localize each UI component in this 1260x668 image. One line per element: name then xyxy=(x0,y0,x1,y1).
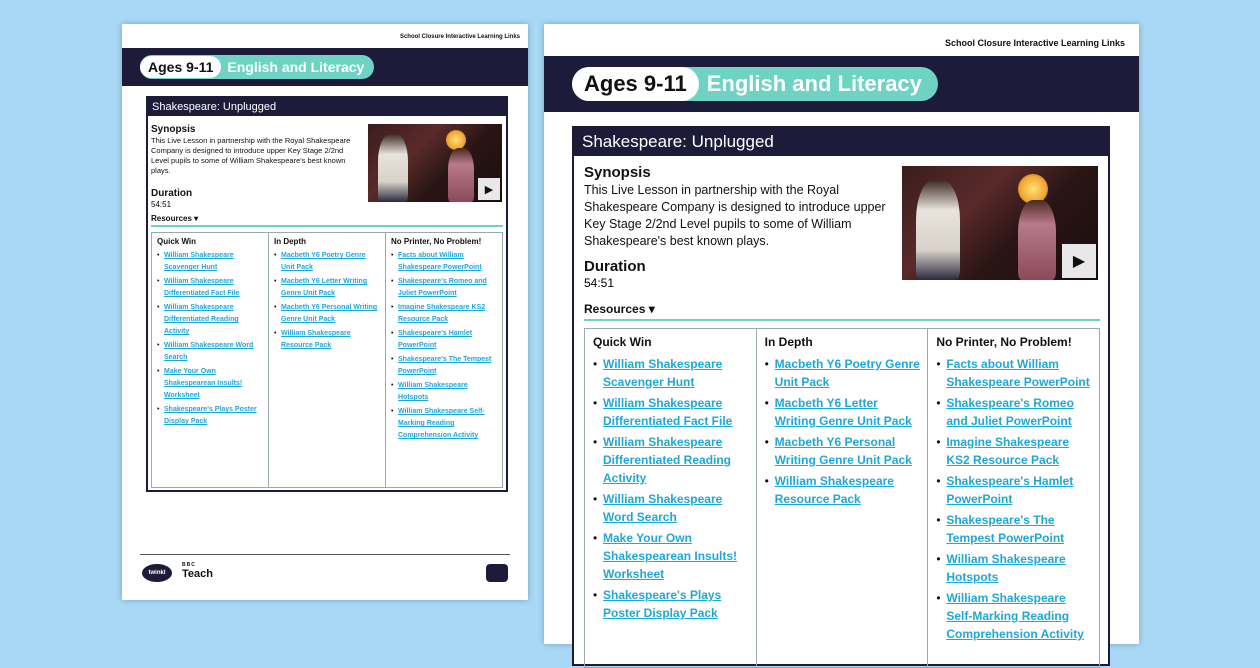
bbc-teach-logo xyxy=(182,562,213,580)
resource-link[interactable]: Shakespeare's Hamlet PowerPoint xyxy=(946,474,1074,506)
duration-value: 54:51 xyxy=(151,200,172,209)
resource-link[interactable]: William Shakespeare Self-Marking Reading Comprehension Activity xyxy=(946,591,1084,641)
synopsis-text: This Live Lesson in partnership with the Royal Shakespeare Company is designed to introduce upper Key Stage 2/2nd Level pupils to some of William Shakespeare's best known plays. xyxy=(151,136,351,175)
resource-link[interactable]: William Shakespeare Differentiated Fact File xyxy=(603,396,733,428)
list-item xyxy=(152,302,268,340)
resource-link[interactable]: Shakespeare's The Tempest PowerPoint xyxy=(398,356,492,375)
play-icon[interactable]: ▶ xyxy=(478,178,500,200)
list-item xyxy=(928,550,1099,589)
list-item xyxy=(585,490,756,529)
list-item xyxy=(928,511,1099,550)
list-item xyxy=(386,302,502,328)
resources-columns xyxy=(584,328,1100,668)
worksheet-preview-small xyxy=(122,24,528,600)
column-title: No Printer, No Problem! xyxy=(391,237,482,246)
column-in-depth xyxy=(757,329,929,667)
header-label: School Closure Interactive Learning Links xyxy=(399,34,520,40)
resource-link[interactable]: William Shakespeare Scavenger Hunt xyxy=(164,252,234,271)
list-item xyxy=(386,328,502,354)
worksheet-preview-large xyxy=(544,24,1139,644)
list-item xyxy=(928,589,1099,646)
header-label: School Closure Interactive Learning Links xyxy=(944,38,1125,48)
resource-link[interactable]: Shakespeare's Hamlet PowerPoint xyxy=(398,330,473,349)
resource-link[interactable]: William Shakespeare Differentiated Reading Activity xyxy=(164,304,239,335)
list-item xyxy=(928,433,1099,472)
list-item xyxy=(757,394,928,433)
actor-figure xyxy=(916,180,960,280)
column-quick-win xyxy=(585,329,757,667)
list-item xyxy=(269,276,385,302)
synopsis-heading: Synopsis xyxy=(584,164,651,181)
resource-link[interactable]: Macbeth Y6 Personal Writing Genre Unit Pack xyxy=(774,435,912,467)
resource-link[interactable]: Make Your Own Shakespearean Insults! Worksheet xyxy=(164,368,243,399)
column-quick-win xyxy=(152,233,269,487)
lesson-title: Shakespeare: Unplugged xyxy=(148,98,506,116)
list-item xyxy=(585,433,756,490)
age-subject-pill xyxy=(572,67,938,101)
teach-logo-text: Teach xyxy=(182,568,213,580)
list-item xyxy=(152,404,268,430)
list-item xyxy=(269,302,385,328)
list-item xyxy=(152,340,268,366)
resource-link[interactable]: William Shakespeare Word Search xyxy=(603,492,723,524)
actor-figure xyxy=(378,134,408,202)
resource-link[interactable]: William Shakespeare Self-Marking Reading Comprehension Activity xyxy=(398,408,485,439)
list-item xyxy=(386,380,502,406)
resource-link[interactable]: Shakespeare's Plays Poster Display Pack xyxy=(603,588,722,620)
resource-link[interactable]: Macbeth Y6 Letter Writing Genre Unit Pack xyxy=(774,396,912,428)
actor-figure xyxy=(1018,200,1056,280)
bbc-logo-text: BBC xyxy=(182,562,196,568)
partner-logo-icon xyxy=(486,564,508,582)
resource-link[interactable]: Macbeth Y6 Letter Writing Genre Unit Pack xyxy=(281,278,368,297)
header-band xyxy=(544,56,1139,112)
column-title: No Printer, No Problem! xyxy=(936,335,1072,349)
list-item xyxy=(585,355,756,394)
resources-columns xyxy=(151,232,503,488)
video-thumbnail[interactable] xyxy=(368,124,502,202)
synopsis-text: This Live Lesson in partnership with the Royal Shakespeare Company is designed to introduce upper Key Stage 2/2nd Level pupils to some of William Shakespeare's best known plays. xyxy=(584,183,886,248)
resource-link[interactable]: William Shakespeare Resource Pack xyxy=(774,474,894,506)
column-no-printer xyxy=(386,233,502,487)
footer-divider xyxy=(140,554,510,555)
list-item xyxy=(152,366,268,404)
resource-link[interactable]: Imagine Shakespeare KS2 Resource Pack xyxy=(398,304,486,323)
resource-link[interactable]: Shakespeare's Romeo and Juliet PowerPoint xyxy=(398,278,487,297)
subject-label: English and Literacy xyxy=(227,59,365,75)
column-no-printer xyxy=(928,329,1099,667)
column-title: In Depth xyxy=(764,335,813,349)
list-item xyxy=(386,406,502,444)
age-subject-pill xyxy=(140,55,374,79)
duration-heading: Duration xyxy=(151,188,193,199)
resource-link[interactable]: William Shakespeare Scavenger Hunt xyxy=(603,357,723,389)
actor-figure xyxy=(448,148,474,202)
resource-link[interactable]: Shakespeare's Plays Poster Display Pack xyxy=(164,406,257,425)
synopsis-heading: Synopsis xyxy=(151,124,196,135)
subject-label: English and Literacy xyxy=(706,71,922,96)
resource-link[interactable]: Shakespeare's Romeo and Juliet PowerPoint xyxy=(946,396,1074,428)
resource-link[interactable]: Facts about William Shakespeare PowerPoint xyxy=(398,252,482,271)
column-title: Quick Win xyxy=(593,335,652,349)
resource-link[interactable]: Make Your Own Shakespearean Insults! Worksheet xyxy=(603,531,738,581)
list-item xyxy=(269,250,385,276)
resource-link[interactable]: William Shakespeare Differentiated Reading Activity xyxy=(603,435,732,485)
twinkl-logo: twinkl xyxy=(142,564,172,582)
resource-link[interactable]: Macbeth Y6 Personal Writing Genre Unit Pack xyxy=(281,304,378,323)
resource-link[interactable]: William Shakespeare Hotspots xyxy=(946,552,1066,584)
lesson-card xyxy=(572,126,1110,666)
list-item xyxy=(585,586,756,625)
list-item xyxy=(757,472,928,511)
list-item xyxy=(757,355,928,394)
list-item xyxy=(928,355,1099,394)
column-title: Quick Win xyxy=(157,237,197,246)
list-item xyxy=(386,354,502,380)
video-thumbnail[interactable] xyxy=(902,166,1098,280)
resource-link[interactable]: William Shakespeare Differentiated Fact File xyxy=(164,278,240,297)
duration-value: 54:51 xyxy=(584,276,615,290)
list-item xyxy=(386,276,502,302)
resource-link[interactable]: Macbeth Y6 Poetry Genre Unit Pack xyxy=(281,252,366,271)
resource-link[interactable]: William Shakespeare Resource Pack xyxy=(281,330,351,349)
resource-link[interactable]: Shakespeare's The Tempest PowerPoint xyxy=(946,513,1065,545)
list-item xyxy=(928,394,1099,433)
list-item xyxy=(585,394,756,433)
play-icon[interactable]: ▶ xyxy=(1062,244,1096,278)
list-item xyxy=(152,276,268,302)
list-item xyxy=(386,250,502,276)
list-item xyxy=(757,433,928,472)
lesson-title: Shakespeare: Unplugged xyxy=(574,128,1108,156)
lesson-card xyxy=(146,96,508,492)
stage-light-graphic xyxy=(446,130,466,150)
header-band xyxy=(122,48,528,86)
resource-link[interactable]: Facts about William Shakespeare PowerPoint xyxy=(946,357,1090,389)
list-item xyxy=(928,472,1099,511)
resource-link[interactable]: Imagine Shakespeare KS2 Resource Pack xyxy=(946,435,1070,467)
age-label: Ages 9-11 xyxy=(140,56,221,78)
resource-link[interactable]: William Shakespeare Hotspots xyxy=(398,382,468,401)
resource-link[interactable]: Macbeth Y6 Poetry Genre Unit Pack xyxy=(774,357,920,389)
resources-heading[interactable]: Resources ▾ xyxy=(151,214,503,227)
resource-link[interactable]: William Shakespeare Word Search xyxy=(164,342,254,361)
list-item xyxy=(152,250,268,276)
duration-heading: Duration xyxy=(584,258,646,275)
resources-heading[interactable]: Resources ▾ xyxy=(584,302,1100,321)
list-item xyxy=(269,328,385,354)
list-item xyxy=(585,529,756,586)
column-in-depth xyxy=(269,233,386,487)
age-label: Ages 9-11 xyxy=(572,67,699,101)
column-title: In Depth xyxy=(274,237,306,246)
